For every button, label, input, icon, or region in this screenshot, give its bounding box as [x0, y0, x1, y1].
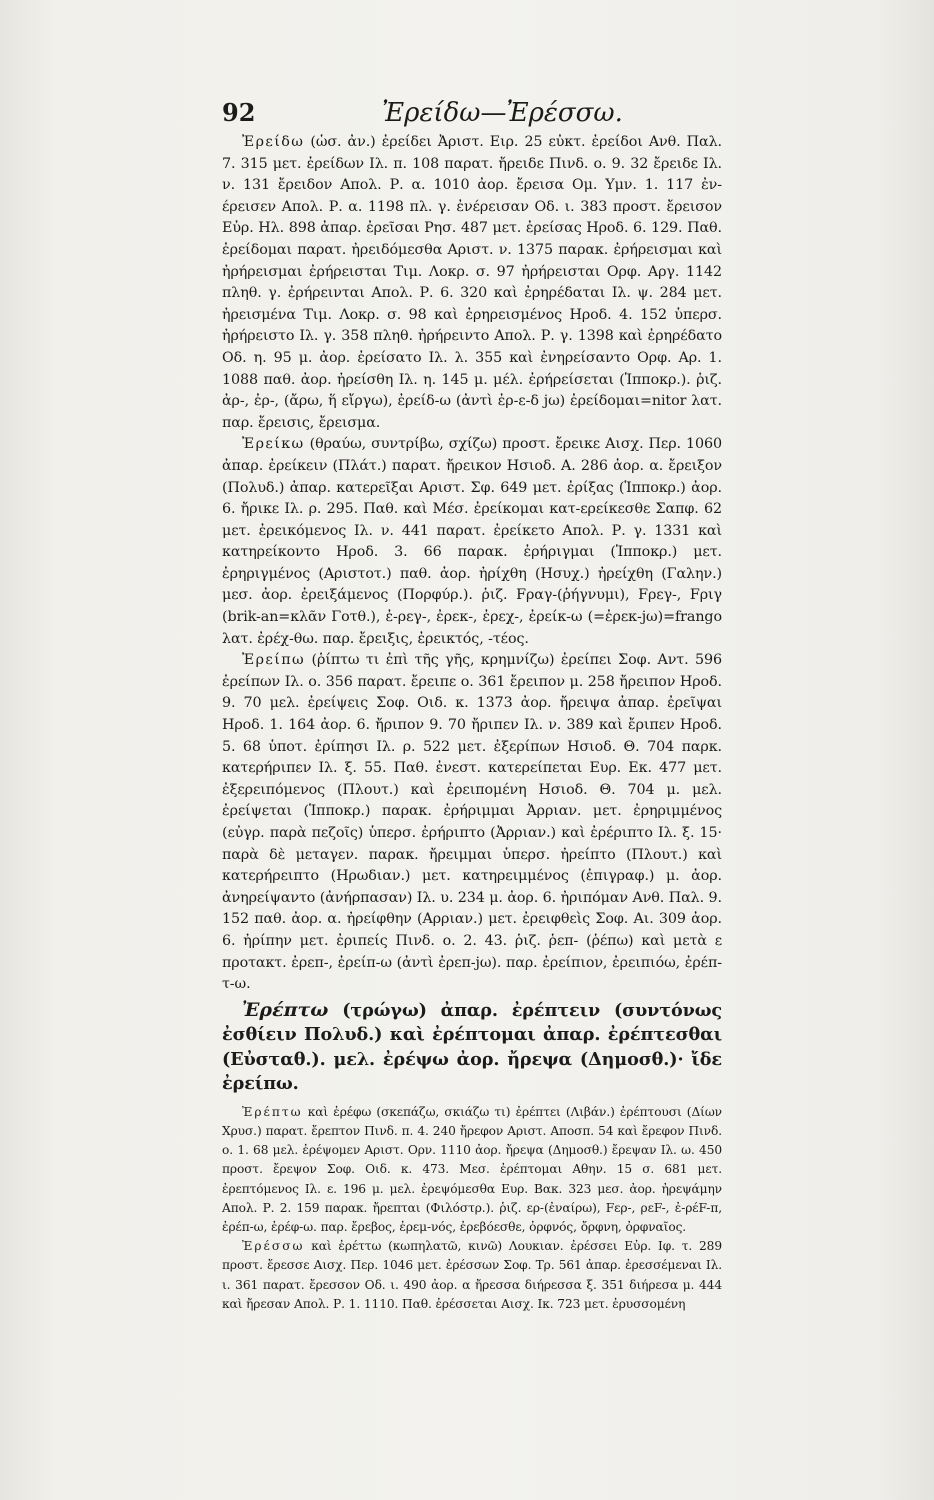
- entry-lemma: Ἐρέπτω: [242, 1104, 303, 1119]
- entry-body: (ὡσ. ἀν.) ἐρείδει Ἀριστ. Ειρ. 25 εὐκτ. ἐρείδοι Ανθ. Παλ. 7. 315 μετ. ἐρείδων Ιλ. π. 108 παρατ. ἤρειδε Πινδ. ο. 9. 32 ἔρειδε Ιλ. ν. 131 ἔρειδον Απολ. Ρ. α. 1010 ἀορ. ἔρεισα Ομ. Υμν. 1. 117 ἐν-έρεισεν Απολ. Ρ. α. 1198 πλ. γ. ἐνέρεισαν Οδ. ι. 383 προστ. ἔρεισον Εὐρ. Ηλ. 898 ἀπαρ. ἐρεῖσαι Ρησ. 487 μετ. ἐρείσας Ηροδ. 6. 129. Παθ. ἐρείδομαι παρατ. ἠρειδόμεσθα Αριστ. ν. 1375 παρακ. ἐρήρεισμαι καὶ ἠρήρεισμαι ἐρήρεισται Τιμ. Λοκρ. σ. 97 ἠρήρεισται Ορφ. Αργ. 1142 πληθ. γ. ἐρήρεινται Απολ. Ρ. 6. 320 καὶ ἐρηρέδαται Ιλ. ψ. 284 μετ. ἠρεισμένα Τιμ. Λοκρ. σ. 98 καὶ ἐρηρεισμένος Ηροδ. 4. 152 ὑπερσ. ἠρήρειστο Ιλ. γ. 358 πληθ. ἠρήρειντο Απολ. Ρ. γ. 1398 καὶ ἐρηρέδατο Οδ. η. 95 μ. ἀορ. ἐρείσατο Ιλ. λ. 355 καὶ ἐνηρείσαντο Ορφ. Αρ. 1. 1088 παθ. ἀορ. ἠρείσθη Ιλ. η. 145 μ. μέλ. ἐρήρείσεται (Ἱπποκρ.). ῥιζ. ἀρ-, ἐρ-, (ἄρω, ἥ εἴργω), ἐρείδ-ω (ἀντὶ ἐρ-ε-δ jω) ἐρείδομαι=nitor λατ. παρ. ἔρεισις, ἔρεισμα.: [222, 134, 722, 431]
- dictionary-entry: [222, 434, 722, 650]
- dictionary-entry: [222, 132, 722, 434]
- entry-body: (τρώγω) ἀπαρ. ἐρέπτειν (συντόνως ἐσθίειν Πολυδ.) καὶ ἐρέπτομαι ἀπαρ. ἐρέπτεσθαι (Εὐσταθ.). μελ. ἐρέψω ἀορ. ἤρεψα (Δημοσθ.)· ἴδε ἐρείπω.: [222, 999, 722, 1095]
- entry-body: καὶ ἐρέφω (σκεπάζω, σκιάζω τι) ἐρέπτει (Λιβάν.) ἐρέπτουσι (Δίων Χρυσ.) παρατ. ἔρεπτον Πινδ. π. 4. 240 ἤρεφον Αριστ. Αποσπ. 54 καὶ ἔρεφον Πινδ. ο. 1. 68 μελ. ἐρέψομεν Αριστ. Ορν. 1110 ἀορ. ἤρεψα (Δημοσθ.) ἔρεψαν Ιλ. ω. 450 προστ. ἔρεψον Σοφ. Οιδ. κ. 473. Μεσ. ἐρέπτομαι Αθην. 15 σ. 681 μετ. ἐρεπτόμενος Ιλ. ε. 196 μ. μελ. ἐρεψόμεσθα Ευρ. Βακ. 323 μεσ. ἀορ. ἠρεψάμην Απολ. Ρ. 2. 159 παρακ. ἤρεπται (Φιλόστρ.). ῥιζ. ερ-(ἐναίρω), Fερ-, ρεF-, ἐ-ρέF-π, ἐρέπ-ω, ἐρέφ-ω. παρ. ἔρεβος, ἐρεμ-νός, ἐρεβόεσθε, ὀρφνός, ὄρφνη, ὀρφναῖος.: [222, 1104, 722, 1234]
- entry-lemma: Ἐρέσσω: [242, 1239, 305, 1254]
- running-title: Ἐρείδω—Ἐρέσσω.: [382, 98, 623, 128]
- entry-lemma: Ἐρείπω: [242, 652, 306, 669]
- dictionary-entry: [222, 1103, 722, 1237]
- dictionary-entry: [222, 998, 722, 1097]
- page-header: [222, 98, 742, 132]
- entry-body: (θραύω, συντρίβω, σχίζω) προστ. ἔρεικε Αισχ. Περ. 1060 ἀπαρ. ἐρείκειν (Πλάτ.) παρατ. ἤρεικον Ησιοδ. Α. 286 ἀορ. α. ἔρειξον (Πολυδ.) ἀπαρ. κατερεῖξαι Αριστ. Σφ. 649 μετ. ἐρίξας (Ἱπποκρ.) ἀορ. 6. ἤρικε Ιλ. ρ. 295. Παθ. καὶ Μέσ. ἐρείκομαι κατ-ερείκεσθε Σαπφ. 62 μετ. ἐρεικόμενος Ιλ. ν. 441 παρατ. ἐρείκετο Απολ. Ρ. γ. 1331 καὶ κατηρείκοντο Ηροδ. 3. 66 παρακ. ἐρήριγμαι (Ἱπποκρ.) μετ. ἐρηριγμένος (Αριστοτ.) παθ. ἀορ. ἠρίχθη (Ησυχ.) ἠρείχθη (Γαλην.) μεσ. ἀορ. ἐρειξάμενος (Πορφύρ.). ῥιζ. Fραγ-(ῥήγνυμι), Fρεγ-, Fριγ (brik-an=κλᾶν Γοτθ.), ἐ-ρεγ-, ἐρεκ-, ἐρεχ-, ἐρείκ-ω (=ἐρεκ-jω)=frango λατ. ἐρέχ-θω. παρ. ἔρειξις, ἐρεικτός, -τέος.: [222, 436, 722, 647]
- entry-body: καὶ ἐρέττω (κωπηλατῶ, κινῶ) Λουκιαν. ἐρέσσει Εὐρ. Ιφ. τ. 289 προστ. ἔρεσσε Αισχ. Περ. 1046 μετ. ἐρέσσων Σοφ. Τρ. 561 ἀπαρ. ἐρεσσέμεναι Ιλ. ι. 361 παρατ. ἔρεσσον Οδ. ι. 490 ἀορ. α ἤρεσσα διήρεσσα ξ. 351 διήρεσα μ. 444 καὶ ἤρεσαν Απολ. Ρ. 1. 1110. Παθ. ἐρέσσεται Αισχ. Ικ. 723 μετ. ἐρυσσομένη: [222, 1239, 722, 1311]
- entry-body: (ῥίπτω τι ἐπὶ τῆς γῆς, κρημνίζω) ἐρείπει Σοφ. Αντ. 596 ἐρείπων Ιλ. ο. 356 παρατ. ἔρειπε ο. 361 ἔρειπον μ. 258 ἤρειπον Ηροδ. 9. 70 μελ. ἐρείψεις Σοφ. Οιδ. κ. 1373 ἀορ. ἤρειψα ἀπαρ. ἐρεῖψαι Ηροδ. 1. 164 ἀορ. 6. ἤριπον 9. 70 ἤριπεν Ιλ. ν. 389 καὶ ἔριπεν Ηροδ. 5. 68 ὑποτ. ἐρίπησι Ιλ. ρ. 522 μετ. ἐξερίπων Ησιοδ. Θ. 704 παρκ. κατερήριπεν Ιλ. ξ. 55. Παθ. ἐνεστ. κατερείπεται Ευρ. Εκ. 477 μετ. ἐξερειπόμενος (Πλουτ.) καὶ ἐρειπομένη Ησιοδ. Θ. 704 μ. μελ. ἐρείψεται (Ἱπποκρ.) παρακ. ἐρήριμμαι Ἀρριαν. μετ. ἐρηριμμένος (εὐγρ. παρὰ πεζοῖς) ὑπερσ. ἐρήριπτο (Ἀρριαν.) καὶ ἐρέριπτο Ιλ. ξ. 15· παρὰ δὲ μεταγεν. παρακ. ἤρειμμαι ὑπερσ. ἠρείπτο (Πλουτ.) καὶ κατερήρειπτο (Ηρωδιαν.) μετ. κατηρειμμένος (ἐπιγραφ.) μ. ἀορ. ἀνηρείψαντο (ἀνήρπασαν) Ιλ. υ. 234 μ. ἀορ. 6. ἠριπόμαν Ανθ. Παλ. 9. 152 παθ. ἀορ. α. ἠρείφθην (Αρριαν.) μετ. ἐρειφθεὶς Σοφ. Αι. 309 ἀορ. 6. ἠρίπην μετ. ἐριπείς Πινδ. ο. 2. 43. ῥιζ. ῥεπ- (ῥέπω) καὶ μετὰ ε προτακτ. ἐρεπ-, ἐρείπ-ω (ἀντὶ ἐρεπ-jω). παρ. ἐρείπιον, ἐρειπιόω, ἐρέπ-τ-ω.: [222, 652, 722, 993]
- page-number: 92: [222, 98, 256, 127]
- entry-lemma: Ἐρέπτω: [242, 998, 329, 1021]
- entry-lemma: Ἐρείδω: [242, 134, 305, 150]
- dictionary-entry: [222, 1237, 722, 1314]
- dictionary-entry: [222, 650, 722, 996]
- entry-lemma: Ἐρείκω: [242, 436, 305, 453]
- dictionary-entries: [222, 132, 722, 1314]
